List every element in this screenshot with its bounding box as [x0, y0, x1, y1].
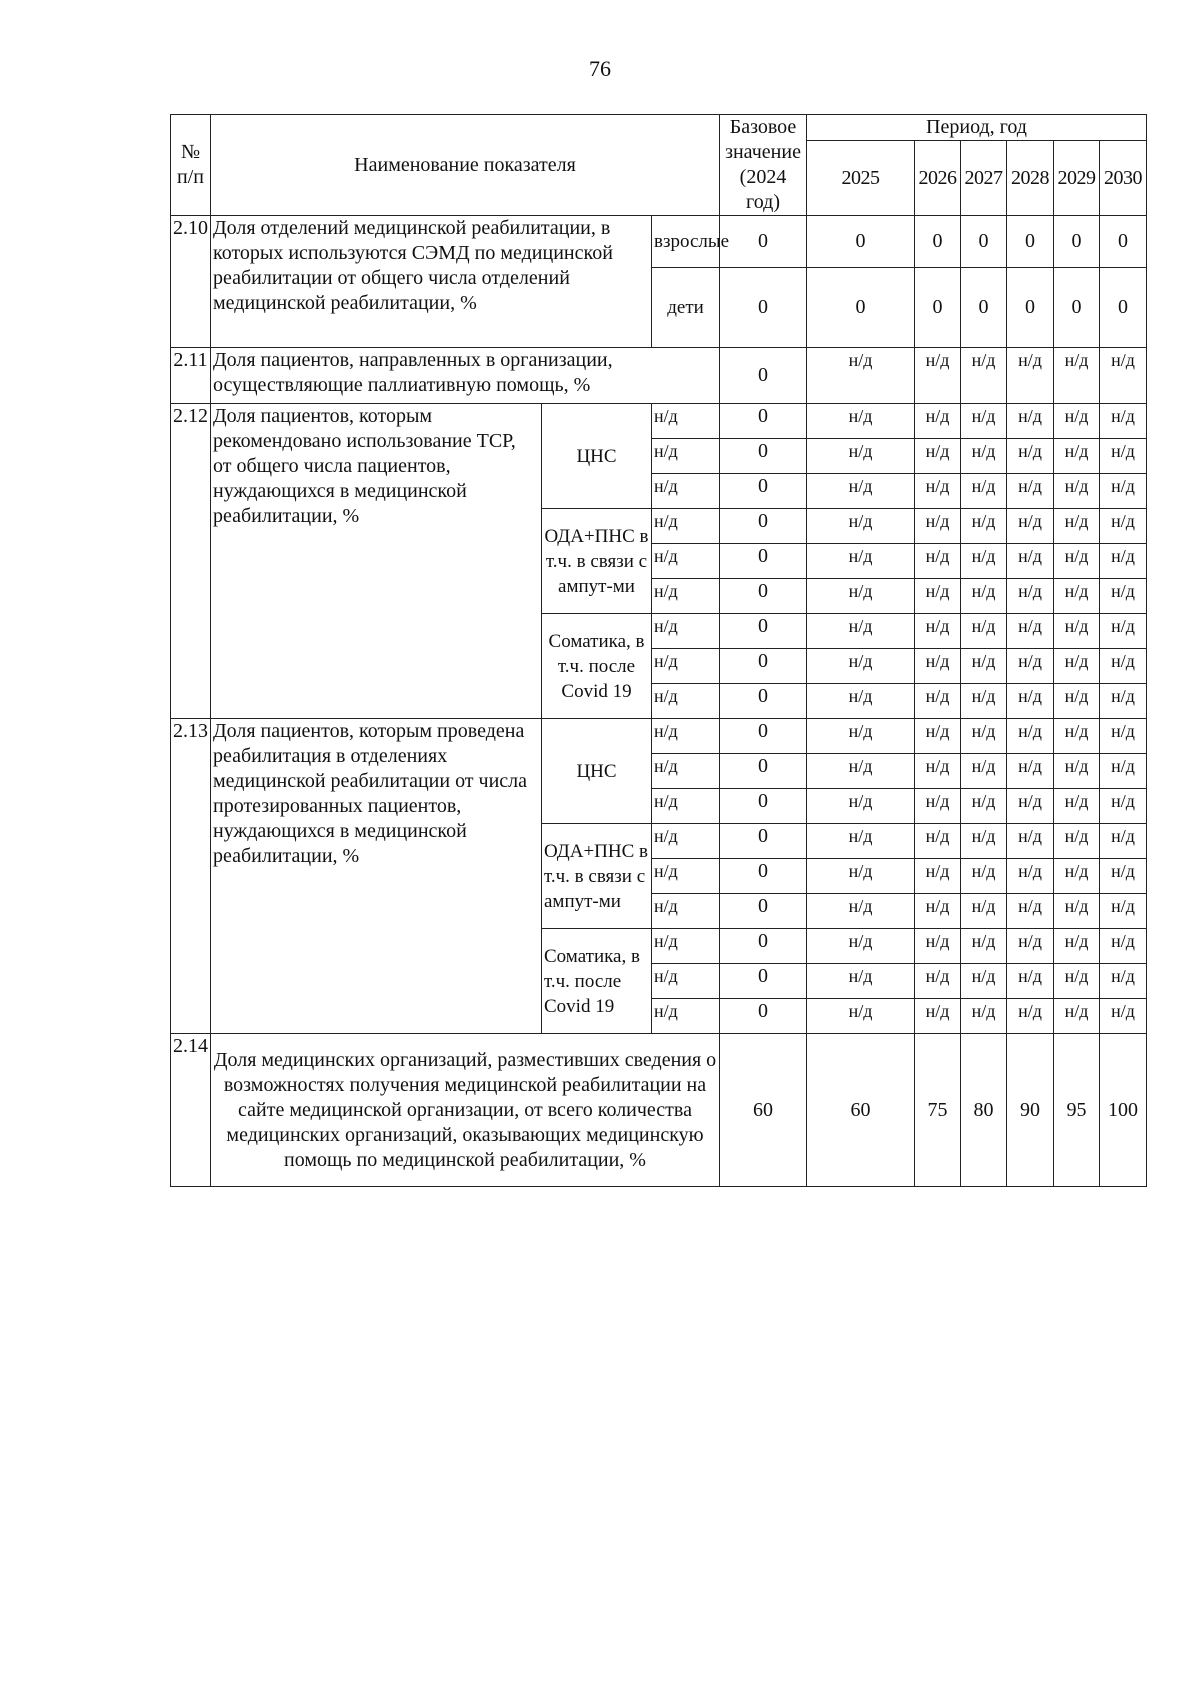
year-value: н/д [915, 719, 961, 754]
year-value: 100 [1100, 1034, 1147, 1187]
header-base: Базовое значение (2024 год) [720, 115, 807, 216]
base-value: 0 [720, 929, 807, 964]
year-value: н/д [807, 894, 915, 929]
header-year: 2030 [1100, 141, 1147, 216]
year-value: н/д [1100, 544, 1147, 579]
year-value: н/д [807, 719, 915, 754]
group-label: Соматика, в т.ч. после Covid 19 [542, 614, 652, 719]
year-value: н/д [1100, 719, 1147, 754]
header-year: 2025 [807, 141, 915, 216]
year-value: н/д [1100, 789, 1147, 824]
year-value: 0 [807, 216, 915, 268]
year-value: н/д [807, 999, 915, 1034]
level-cell: н/д [652, 509, 720, 544]
year-value: н/д [915, 614, 961, 649]
year-value: 60 [807, 1034, 915, 1187]
year-value: н/д [1007, 684, 1054, 719]
year-value: н/д [961, 964, 1007, 999]
year-value: н/д [1100, 964, 1147, 999]
base-value: 0 [720, 894, 807, 929]
base-value: 0 [720, 404, 807, 439]
year-value: н/д [1100, 754, 1147, 789]
year-value: н/д [961, 348, 1007, 404]
year-value: н/д [915, 999, 961, 1034]
year-value: н/д [1054, 719, 1100, 754]
year-value: н/д [915, 894, 961, 929]
year-value: н/д [1007, 789, 1054, 824]
row-number: 2.14 [171, 1034, 211, 1187]
base-value: 0 [720, 964, 807, 999]
year-value: н/д [1100, 929, 1147, 964]
year-value: н/д [915, 929, 961, 964]
header-year: 2029 [1054, 141, 1100, 216]
base-value: 0 [720, 719, 807, 754]
year-value: н/д [1054, 544, 1100, 579]
year-value: н/д [1100, 649, 1147, 684]
year-value: 0 [1100, 268, 1147, 348]
level-cell: н/д [652, 474, 720, 509]
level-cell: н/д [652, 614, 720, 649]
year-value: н/д [1054, 684, 1100, 719]
year-value: н/д [961, 474, 1007, 509]
base-value: 0 [720, 216, 807, 268]
year-value: н/д [1007, 999, 1054, 1034]
year-value: 0 [1054, 216, 1100, 268]
year-value: н/д [1054, 964, 1100, 999]
year-value: н/д [1007, 754, 1054, 789]
year-value: н/д [1007, 894, 1054, 929]
base-value: 0 [720, 754, 807, 789]
year-value: н/д [915, 544, 961, 579]
year-value: н/д [807, 789, 915, 824]
year-value: 0 [1007, 216, 1054, 268]
level-cell: н/д [652, 754, 720, 789]
table-row [171, 404, 1147, 439]
year-value: н/д [1054, 754, 1100, 789]
year-value: н/д [1100, 824, 1147, 859]
year-value: н/д [1100, 579, 1147, 614]
year-value: н/д [961, 789, 1007, 824]
level-cell: н/д [652, 439, 720, 474]
base-value: 0 [720, 824, 807, 859]
year-value: н/д [1007, 649, 1054, 684]
indicator-name: Доля пациентов, направленных в организации, осуществляющие паллиативную помощь, % [211, 348, 720, 404]
year-value: н/д [915, 439, 961, 474]
year-value: н/д [1054, 348, 1100, 404]
year-value: 95 [1054, 1034, 1100, 1187]
year-value: н/д [1007, 348, 1054, 404]
indicator-name: Доля пациентов, которым рекомендовано использование ТСР, от общего числа пациентов, нуждающихся в медицинской реабилитации, % [211, 404, 542, 719]
year-value: 0 [1100, 216, 1147, 268]
year-value: н/д [961, 929, 1007, 964]
year-value: н/д [1007, 719, 1054, 754]
year-value: н/д [807, 544, 915, 579]
year-value: н/д [1054, 579, 1100, 614]
year-value: н/д [1007, 859, 1054, 894]
year-value: н/д [1007, 544, 1054, 579]
page-number: 76 [589, 56, 611, 81]
base-value: 60 [720, 1034, 807, 1187]
group-label: Соматика, в т.ч. после Covid 19 [542, 929, 652, 1034]
year-value: н/д [807, 824, 915, 859]
year-value: н/д [807, 964, 915, 999]
year-value: н/д [807, 929, 915, 964]
year-value: н/д [1007, 404, 1054, 439]
year-value: н/д [1054, 929, 1100, 964]
base-value: 0 [720, 348, 807, 404]
level-cell: н/д [652, 719, 720, 754]
base-value: 0 [720, 859, 807, 894]
year-value: н/д [961, 754, 1007, 789]
year-value: 0 [1007, 268, 1054, 348]
group-label: ОДА+ПНС в т.ч. в связи с ампут-ми [542, 824, 652, 929]
year-value: н/д [915, 509, 961, 544]
year-value: н/д [1054, 789, 1100, 824]
base-value: 0 [720, 509, 807, 544]
year-value: н/д [961, 824, 1007, 859]
year-value: 0 [807, 268, 915, 348]
row-number: 2.10 [171, 216, 211, 348]
year-value: н/д [1054, 859, 1100, 894]
year-value: н/д [961, 439, 1007, 474]
level-cell: н/д [652, 649, 720, 684]
header-name: Наименование показателя [211, 115, 720, 216]
year-value: н/д [1100, 474, 1147, 509]
year-value: н/д [1007, 474, 1054, 509]
year-value: н/д [915, 404, 961, 439]
year-value: н/д [1007, 579, 1054, 614]
row-number: 2.13 [171, 719, 211, 1034]
level-cell: н/д [652, 964, 720, 999]
year-value: н/д [915, 348, 961, 404]
year-value: н/д [1054, 824, 1100, 859]
year-value: н/д [1100, 614, 1147, 649]
year-value: н/д [807, 348, 915, 404]
year-value: н/д [1100, 999, 1147, 1034]
year-value: 0 [915, 268, 961, 348]
base-value: 0 [720, 474, 807, 509]
header-year: 2028 [1007, 141, 1054, 216]
header-num: № п/п [171, 115, 211, 216]
indicator-name: Доля пациентов, которым проведена реабилитация в отделениях медицинской реабилитации от числа протезированных пациентов, нуждающихся в медицинской реабилитации, % [211, 719, 542, 1034]
level-cell: н/д [652, 579, 720, 614]
year-value: н/д [961, 649, 1007, 684]
year-value: 0 [961, 216, 1007, 268]
row-number: 2.12 [171, 404, 211, 719]
year-value: н/д [915, 474, 961, 509]
header-period: Период, год [807, 115, 1147, 141]
subgroup-label: дети [652, 268, 720, 348]
year-value: н/д [961, 404, 1007, 439]
year-value: н/д [961, 614, 1007, 649]
year-value: н/д [1054, 614, 1100, 649]
year-value: н/д [807, 579, 915, 614]
level-cell: н/д [652, 999, 720, 1034]
indicator-name: Доля отделений медицинской реабилитации, в которых используются СЭМД по медицинской реабилитации от общего числа отделений медицинской реабилитации, % [211, 216, 652, 348]
year-value: н/д [1100, 439, 1147, 474]
year-value: н/д [961, 859, 1007, 894]
header-year: 2026 [915, 141, 961, 216]
row-number: 2.11 [171, 348, 211, 404]
group-label: ЦНС [542, 404, 652, 509]
year-value: н/д [915, 649, 961, 684]
level-cell: н/д [652, 824, 720, 859]
year-value: 0 [915, 216, 961, 268]
year-value: н/д [1054, 649, 1100, 684]
year-value: 75 [915, 1034, 961, 1187]
base-value: 0 [720, 579, 807, 614]
year-value: н/д [807, 474, 915, 509]
year-value: н/д [1100, 348, 1147, 404]
table-row [171, 719, 1147, 754]
year-value: н/д [807, 509, 915, 544]
table-row [171, 115, 1147, 141]
year-value: н/д [807, 754, 915, 789]
year-value: н/д [915, 859, 961, 894]
year-value: н/д [807, 404, 915, 439]
year-value: н/д [1054, 509, 1100, 544]
level-cell: н/д [652, 789, 720, 824]
year-value: н/д [1007, 509, 1054, 544]
subgroup-label: взрослые [652, 216, 720, 268]
indicators-table [170, 114, 1147, 1187]
year-value: н/д [915, 579, 961, 614]
year-value: н/д [1100, 684, 1147, 719]
year-value: н/д [915, 684, 961, 719]
level-cell: н/д [652, 929, 720, 964]
base-value: 0 [720, 999, 807, 1034]
year-value: н/д [915, 789, 961, 824]
base-value: 0 [720, 439, 807, 474]
year-value: н/д [915, 824, 961, 859]
year-value: 0 [1054, 268, 1100, 348]
base-value: 0 [720, 614, 807, 649]
year-value: н/д [961, 509, 1007, 544]
year-value: н/д [1007, 929, 1054, 964]
year-value: н/д [1100, 404, 1147, 439]
base-value: 0 [720, 268, 807, 348]
year-value: н/д [961, 894, 1007, 929]
level-cell: н/д [652, 684, 720, 719]
year-value: н/д [807, 439, 915, 474]
group-label: ОДА+ПНС в т.ч. в связи с ампут-ми [542, 509, 652, 614]
year-value: н/д [1054, 474, 1100, 509]
year-value: н/д [961, 544, 1007, 579]
level-cell: н/д [652, 859, 720, 894]
year-value: н/д [961, 684, 1007, 719]
indicator-name: Доля медицинских организаций, разместивших сведения о возможностях получения медицинской реабилитации на сайте медицинской организации, от всего количества медицинских организаций, оказывающих медицинскую помощь по медицинской реабилитации, % [211, 1034, 720, 1187]
year-value: н/д [1054, 894, 1100, 929]
base-value: 0 [720, 684, 807, 719]
level-cell: н/д [652, 544, 720, 579]
year-value: н/д [807, 859, 915, 894]
year-value: н/д [1054, 999, 1100, 1034]
year-value: н/д [1054, 404, 1100, 439]
year-value: н/д [1054, 439, 1100, 474]
year-value: 0 [961, 268, 1007, 348]
year-value: н/д [1007, 824, 1054, 859]
group-label: ЦНС [542, 719, 652, 824]
year-value: н/д [961, 579, 1007, 614]
year-value: н/д [1100, 894, 1147, 929]
year-value: н/д [807, 614, 915, 649]
year-value: н/д [961, 999, 1007, 1034]
level-cell: н/д [652, 404, 720, 439]
header-year: 2027 [961, 141, 1007, 216]
base-value: 0 [720, 649, 807, 684]
year-value: н/д [1100, 859, 1147, 894]
year-value: н/д [1007, 439, 1054, 474]
table-row [171, 1034, 1147, 1187]
year-value: н/д [915, 964, 961, 999]
year-value: н/д [961, 719, 1007, 754]
year-value: 80 [961, 1034, 1007, 1187]
year-value: н/д [807, 684, 915, 719]
level-cell: н/д [652, 894, 720, 929]
year-value: н/д [1007, 614, 1054, 649]
table-row [171, 216, 1147, 268]
base-value: 0 [720, 544, 807, 579]
year-value: н/д [915, 754, 961, 789]
year-value: н/д [1100, 509, 1147, 544]
year-value: н/д [807, 649, 915, 684]
base-value: 0 [720, 789, 807, 824]
year-value: н/д [1007, 964, 1054, 999]
table-row [171, 348, 1147, 404]
year-value: 90 [1007, 1034, 1054, 1187]
